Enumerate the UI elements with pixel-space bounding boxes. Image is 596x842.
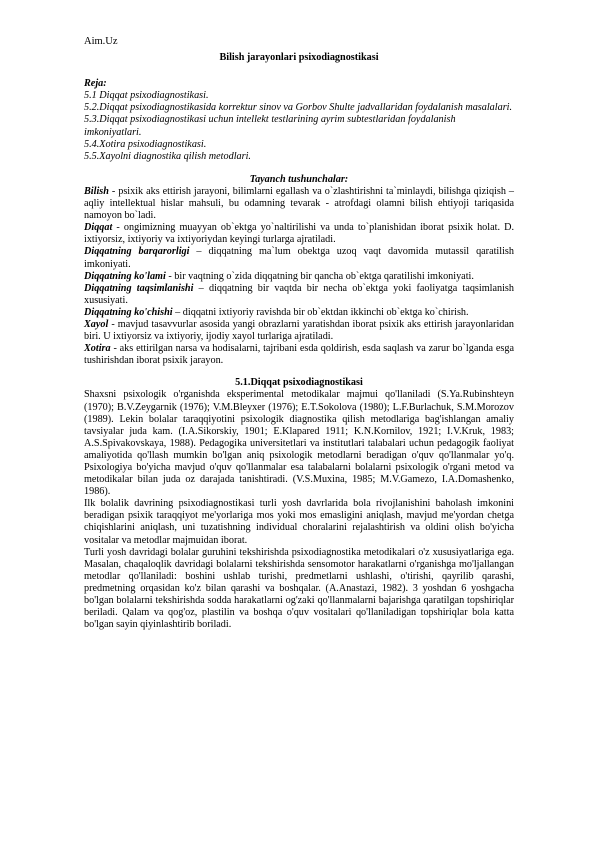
concepts-heading: Tayanch tushunchalar:: [249, 173, 349, 185]
section-body: [84, 389, 514, 631]
plan-heading: Reja:: [84, 78, 107, 90]
plan-item: 5.5.Xayolni diagnostika qilish metodlari.: [84, 150, 251, 162]
concept-text: - aks ettirilgan narsa va hodisalarni, tajribani esda qoldirish, esda saqlash va zarur bo`lganda esga tushirishdan iborat psixik jarayon.: [84, 343, 514, 367]
plan-block: [84, 78, 514, 163]
concept-term: Diqqatning ko'chishi: [84, 306, 173, 318]
concept-term: Diqqatning barqarorligi: [84, 246, 190, 258]
concept-item: [84, 222, 514, 246]
page-title: Bilish jarayonlari psixodiagnostikasi: [219, 52, 379, 64]
concept-text: - psixik aks ettirish jarayoni, bilimlarni egallash va o`zlashtirishni ta`minlaydi, bilishga qiziqish – aqliy intellektual hislar mahsuli, bu odamning tevarak - atrofdagi olamni bilish ehtiyoji tariqasida namoyon bo`ladi.: [84, 185, 514, 222]
body-paragraph: Turli yosh davridagi bolalar guruhini tekshirishda psixodiagnostika metodikalari o'z xususiyatlariga ega. Masalan, chaqaloqlik davridagi bolalarni tekshirishda sensomotor harakatlarni o'rganishga mo'ljallangan metodlar qo'llaniladi: boshini ushlab turishi, predmetlarni ushlashi, o'tirishi, qayrilib qarashi, predmetning orqasidan ko'z bilan qarashi va boshqalar. (A.Anastazi, 1982). 3 yoshdan 6 yoshgacha bo'lgan bolalarni tekshirishda sodda harakatlarni og'zaki qo'llanmalarni bajarishga qaratilgan topshiriqlar beriladi. Qalam va qog'oz, plastilin va boshqa o'quv vositalari qo'llaniladigan topshiriqlar bola katta bo'lgan sayin qiyinlashtirib boriladi.: [84, 546, 514, 631]
concept-term: Xayol: [84, 318, 109, 330]
concept-text: - mavjud tasavvurlar asosida yangi obrazlarni yaratishdan iborat psixik aks ettirish jarayonlaridan biri. U ixtiyorsiz va ixtiyoriy, ijodiy xayol turlariga ajratiladi.: [84, 318, 514, 343]
concept-item: [84, 283, 514, 307]
concept-term: Diqqat: [84, 222, 113, 234]
concept-item: [84, 186, 514, 222]
plan-item: 5.1 Diqqat psixodiagnostikasi.: [84, 90, 209, 102]
document-page: [84, 36, 514, 631]
concept-item: [84, 319, 514, 343]
concept-term: Diqqatning taqsimlanishi: [84, 282, 194, 294]
concept-term: Bilish: [84, 185, 109, 197]
plan-item: 5.2.Diqqat psixodiagnostikasida korrektur sinov va Gorbov Shulte jadvallaridan foydalanish masalalari.: [84, 102, 513, 114]
concept-text: - bir vaqtning o`zida diqqatning bir qancha ob`ektga qaratilishi imkoniyati.: [165, 270, 474, 282]
concept-text: – diqqatning ma`lum obektga uzoq vaqt davomida mutassil qaratilish imkoniyati.: [84, 246, 514, 270]
body-paragraph: Ilk bolalik davrining psixodiagnostikasi turli yosh davrlarida bola rivojlanishini baholash imkonini beradigan psixik taraqqiyot me'yorlariga mos yoki mos emasligini aniqlash, mavjud me'yordan chetga chiqishlarini aniqlash, uni tuzatishning individual choralarini rejalashtirish va oldini olish bo'yicha vositalar va metodlar majmuidan iborat.: [84, 498, 514, 546]
concept-item: [84, 307, 514, 319]
concept-term: Diqqatning ko'lami: [84, 270, 166, 282]
section-heading: 5.1.Diqqat psixodiagnostikasi: [235, 377, 363, 389]
concept-term: Xotira: [84, 343, 111, 355]
plan-item: 5.3.Diqqat psixodiagnostikasi uchun intellekt testlarining ayrim subtestlaridan foydalanish imkoniyatlari.: [84, 114, 456, 138]
concept-item: [84, 246, 514, 270]
concept-item: [84, 343, 514, 367]
concept-text: - ongimizning muayyan ob`ektga yo`naltirilishi va unda to`planishidan iborat psixik holat. D. ixtiyorsiz, ixtiyoriy va ixtiyoriydan keyingi turlarga ajratiladi.: [84, 222, 514, 246]
plan-item: 5.4.Xotira psixodiagnostikasi.: [84, 138, 207, 150]
concepts-list: [84, 186, 514, 367]
concept-text: – diqqatni ixtiyoriy ravishda bir ob`ektdan ikkinchi ob`ektga ko`chirish.: [172, 306, 469, 318]
site-name: Aim.Uz: [84, 36, 118, 47]
concept-item: [84, 271, 514, 283]
concept-text: – diqqatning bir vaqtda bir necha ob`ektga yoki faoliyatga taqsimlanish xususiyati.: [84, 282, 514, 306]
body-paragraph: Shaxsni psixologik o'rganishda eksperimental metodikalar majmui qo'llaniladi (S.Ya.Rubinshteyn (1970); B.V.Zeygarnik (1976); V.M.Bleyxer (1976); E.T.Sokolova (1980); L.F.Burlachuk, S.M.Morozov (1989). Lekin bolalar taraqqiyotini psixologik diagnostika qilish metodlariga bag'ishlangan amaliy tavsiyalar juda kam. (I.A.Sikorskiy, 1901; E.Klapared 1911; K.N.Kornilov, 1921; I.V.Kruk, 1983; A.S.Spivakovskaya, 1988). Pedagogika universitetlari va institutlari talabalari uchun pedagogik faoliyat amaliyotida qo'llash mumkin bo'lgan aniq psixologik metodlarni beradigan o'quv qo'llanmalar yo'q. Psixologiya bo'yicha mavjud o'quv qo'llanmalar esa talabalarni bolalarni psixologik o'rgani metod va metodikalar bilan juda oz darajada tanishtiradi. (V.S.Muxina, 1985; M.V.Gamezo, I.A.Domashenko, 1986).: [84, 389, 514, 498]
